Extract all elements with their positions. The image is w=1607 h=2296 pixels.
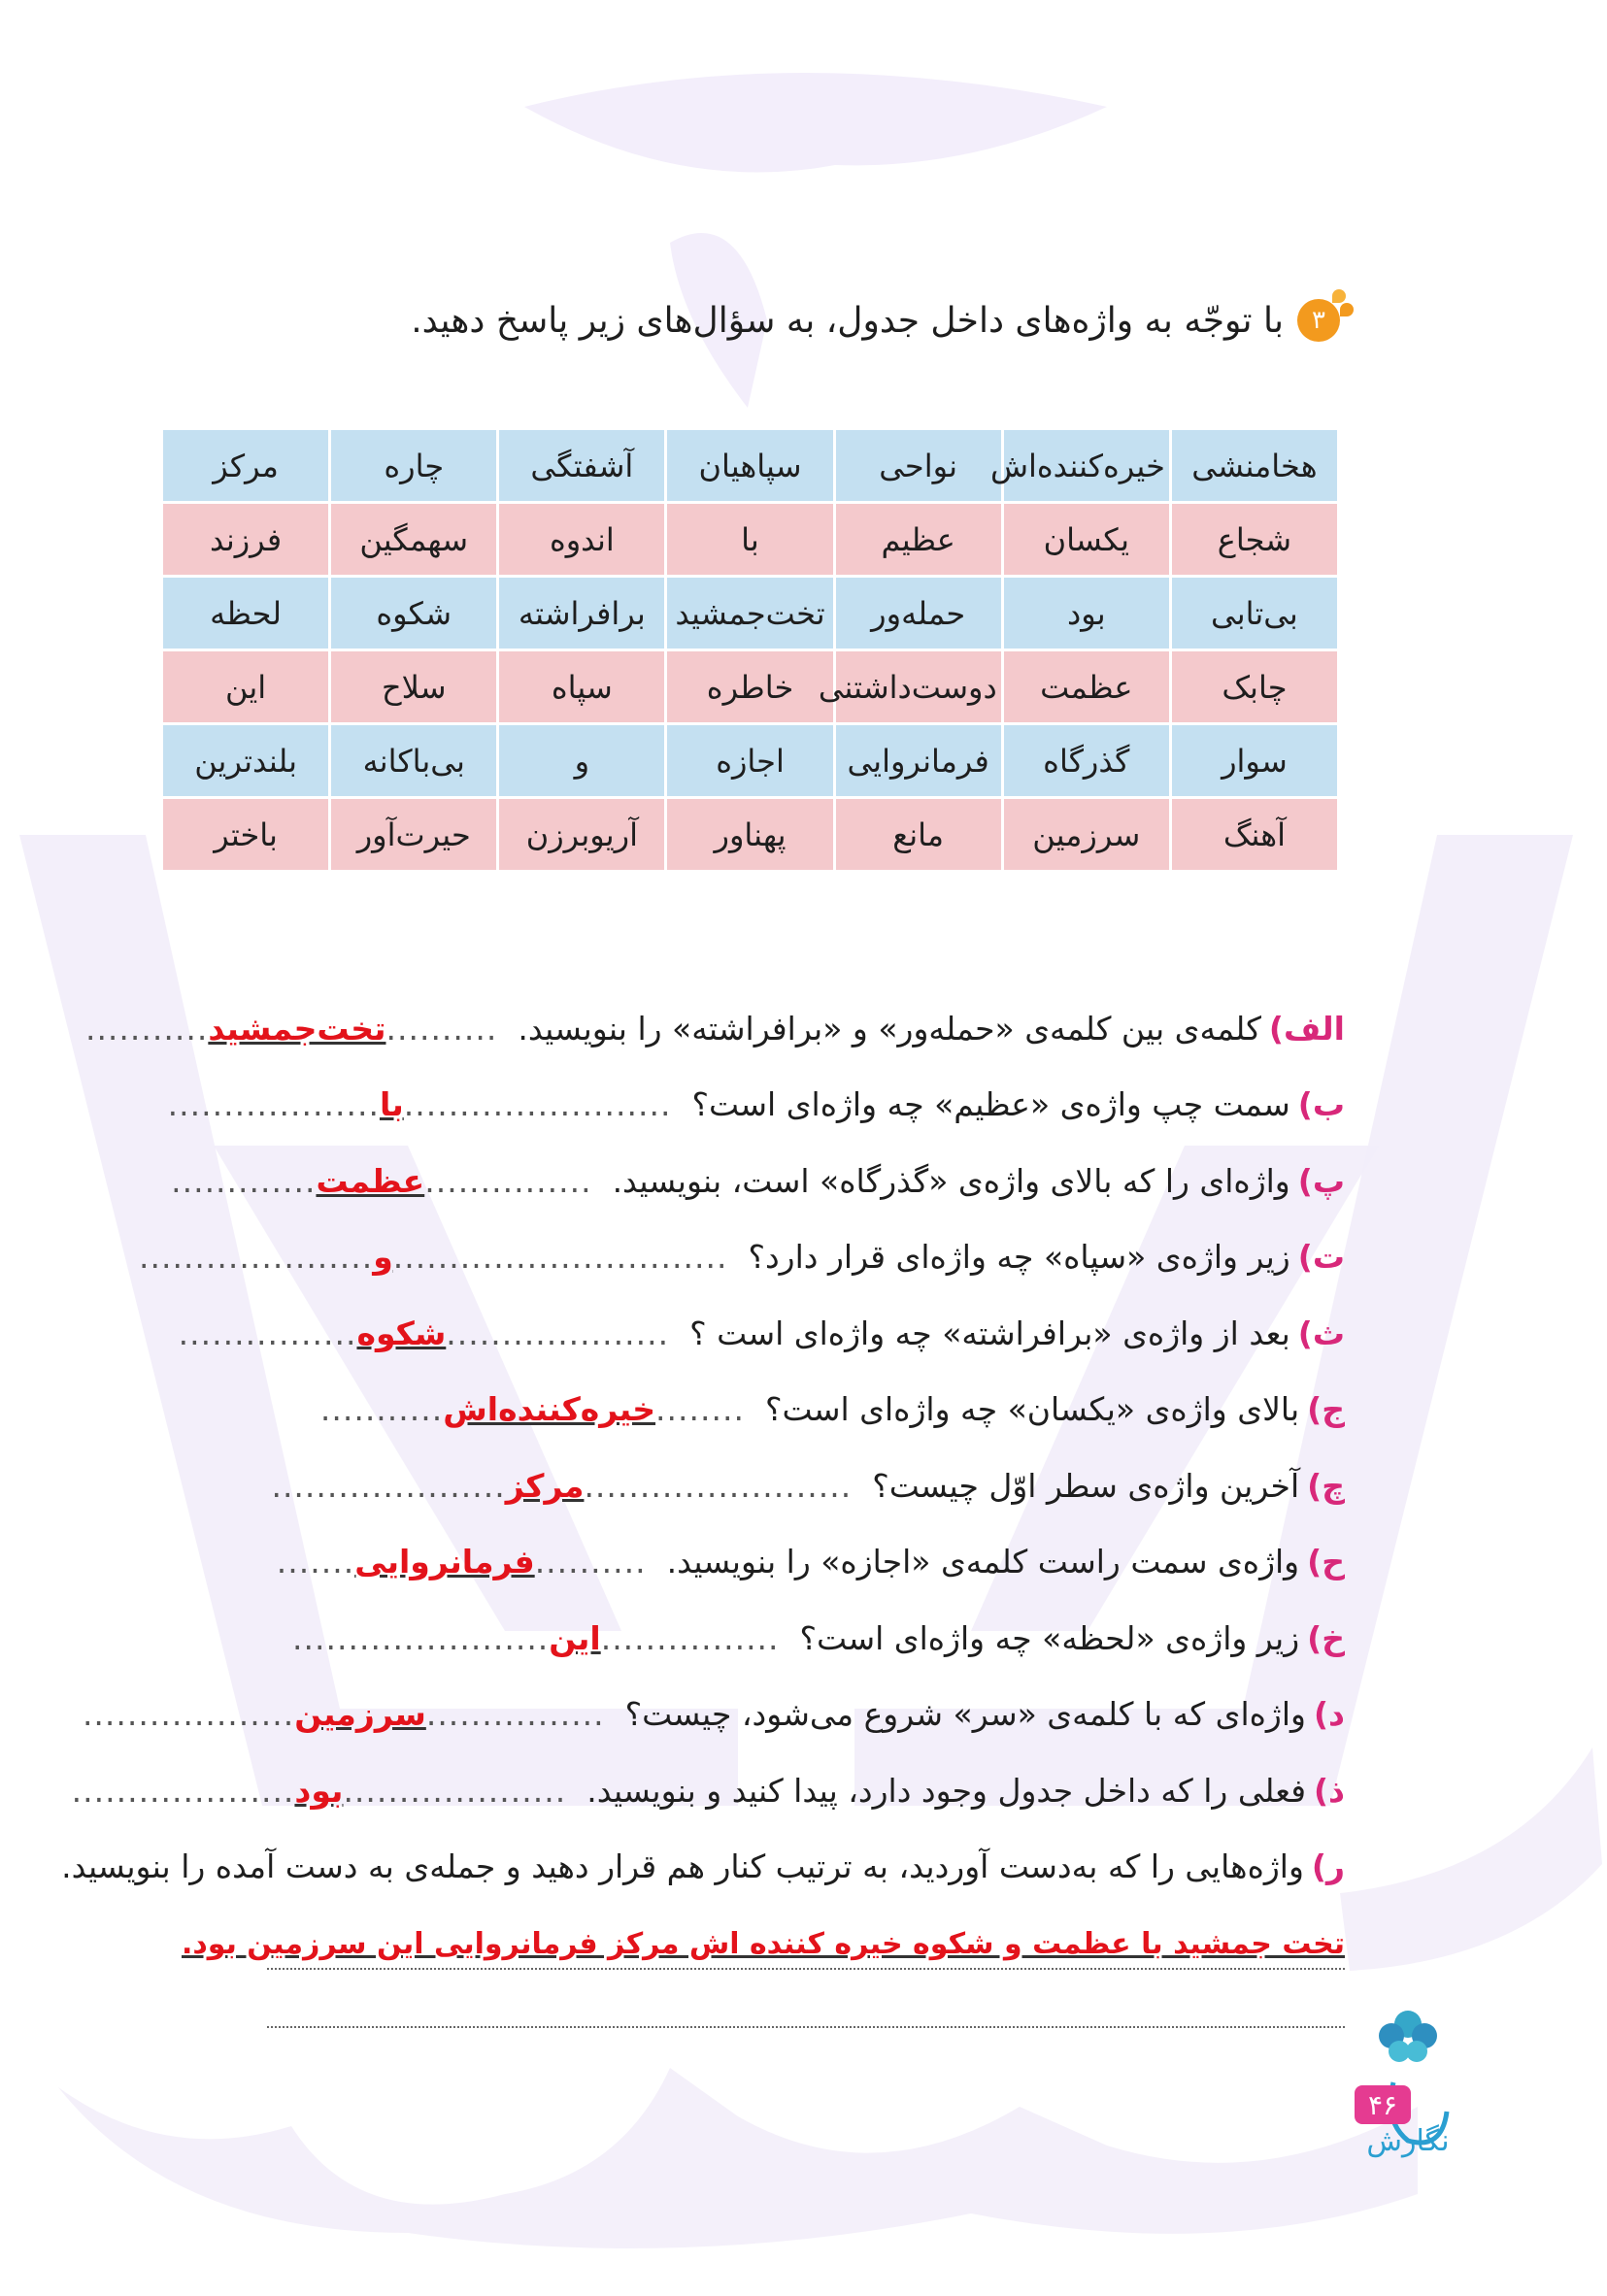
answer-dots: ..................... xyxy=(271,1466,506,1505)
table-cell: اجازه xyxy=(667,725,832,796)
answer-dots: ........... xyxy=(319,1390,444,1429)
question-text: بعد از واژه‌ی «برافراشته» چه واژه‌ای است ؟ xyxy=(689,1314,1290,1352)
table-cell: باختر xyxy=(163,799,328,870)
table-cell: سرزمین xyxy=(1004,799,1169,870)
answer-dots: ................ xyxy=(425,1695,605,1734)
table-cell: بی‌باکانه xyxy=(331,725,496,796)
table-cell: و xyxy=(499,725,664,796)
answer-dots: ............. xyxy=(171,1161,317,1200)
table-cell: بی‌تابی xyxy=(1172,578,1337,649)
question-number-badge: ۳ xyxy=(1297,299,1340,342)
answer-dots: ....................... xyxy=(292,1618,550,1657)
table-cell: آریوبرزن xyxy=(499,799,664,870)
table-row xyxy=(163,651,1337,722)
question-item xyxy=(248,1600,1345,1677)
answer-dots: ................ xyxy=(600,1618,780,1657)
answer-dots: .................... xyxy=(343,1771,567,1810)
table-cell: فرمانروایی xyxy=(836,725,1001,796)
table-cell: مرکز xyxy=(163,430,328,501)
table-cell: فرزند xyxy=(163,504,328,575)
answer-dots: .......... xyxy=(534,1543,647,1581)
leaf-icon xyxy=(1332,289,1346,303)
table-cell: دوست‌داشتنی xyxy=(836,651,1001,722)
table-cell: این xyxy=(163,651,328,722)
question-label: ج) xyxy=(1307,1390,1345,1429)
question-text: سمت چپ واژه‌ی «عظیم» چه واژه‌ای است؟ xyxy=(691,1085,1290,1124)
table-cell: مانع xyxy=(836,799,1001,870)
question-label: ب) xyxy=(1297,1085,1345,1124)
negarش-logo xyxy=(1355,1995,1461,2160)
answer-text: این xyxy=(549,1618,601,1657)
answer-text: بود xyxy=(294,1771,344,1810)
question-label: پ) xyxy=(1297,1161,1345,1200)
answer-dots: ........ xyxy=(655,1390,745,1429)
question-label: د) xyxy=(1313,1695,1345,1734)
table-cell: شجاع xyxy=(1172,504,1337,575)
blank-answer-line xyxy=(267,2024,1345,2028)
table-cell: سلاح xyxy=(331,651,496,722)
question-item xyxy=(248,1524,1345,1601)
table-cell: عظیم xyxy=(836,504,1001,575)
question-item xyxy=(71,1752,1345,1829)
answer-dots: ....... xyxy=(276,1543,355,1581)
answer-text: تخت‌جمشید xyxy=(208,1009,386,1048)
answer-dots: ................... xyxy=(167,1085,380,1124)
table-cell: تخت‌جمشید xyxy=(667,578,832,649)
answer-text: خیره‌کننده‌اش xyxy=(443,1390,656,1429)
answer-dots: .................... xyxy=(71,1771,295,1810)
table-cell: آهنگ xyxy=(1172,799,1337,870)
table-cell: هخامنشی xyxy=(1172,430,1337,501)
question-label: ر) xyxy=(1311,1847,1345,1886)
table-row xyxy=(163,725,1337,796)
table-row xyxy=(163,578,1337,649)
question-text: واژه‌ای را که بالای واژه‌ی «گذرگاه» است، بنویسید. xyxy=(612,1161,1290,1200)
table-cell: سهمگین xyxy=(331,504,496,575)
table-cell: پهناور xyxy=(667,799,832,870)
question-label: خ) xyxy=(1307,1618,1345,1657)
table-cell: سوار xyxy=(1172,725,1337,796)
question-item xyxy=(84,990,1345,1067)
table-row xyxy=(163,504,1337,575)
answer-text: مرکز xyxy=(505,1466,585,1505)
answer-dots: .................... xyxy=(446,1314,670,1352)
table-cell: یکسان xyxy=(1004,504,1169,575)
table-cell: بود xyxy=(1004,578,1169,649)
question-text: واژه‌هایی را که به‌دست آوردید، به ترتیب کنار هم قرار دهید و جمله‌ی به دست آمده را بنویسید. xyxy=(61,1847,1304,1886)
answer-text: و xyxy=(373,1238,393,1277)
table-cell: عظمت xyxy=(1004,651,1169,722)
question-item xyxy=(82,1677,1345,1753)
question-label: ذ) xyxy=(1313,1771,1345,1810)
table-cell: لحظه xyxy=(163,578,328,649)
table-cell: برافراشته xyxy=(499,578,664,649)
table-cell: شکوه xyxy=(331,578,496,649)
table-cell: اندوه xyxy=(499,504,664,575)
answer-dots: .......... xyxy=(385,1009,498,1048)
answer-text: فرمانروایی xyxy=(354,1543,535,1581)
question-text: فعلی را که داخل جدول وجود دارد، پیدا کنید و بنویسید. xyxy=(586,1771,1306,1810)
question-list xyxy=(61,990,1345,1905)
table-cell: حیرت‌آور xyxy=(331,799,496,870)
question-text: زیر واژه‌ی «لحظه» چه واژه‌ای است؟ xyxy=(799,1618,1300,1657)
flower-icon xyxy=(1379,2011,1437,2062)
question-label: چ) xyxy=(1307,1466,1345,1505)
question-item xyxy=(167,1067,1345,1144)
final-answer: تخت جمشید با عظمت و شکوه خیره کننده اش مرکز فرمانروایی این سرزمین بود. xyxy=(181,1927,1345,1961)
table-cell: آشفتگی xyxy=(499,430,664,501)
word-table xyxy=(160,427,1340,873)
table-row xyxy=(163,799,1337,870)
table-cell: با xyxy=(667,504,832,575)
table-cell: چابک xyxy=(1172,651,1337,722)
table-cell: نواحی xyxy=(836,430,1001,501)
question-item xyxy=(171,1143,1345,1219)
question-text: بالای واژه‌ی «یکسان» چه واژه‌ای است؟ xyxy=(764,1390,1300,1429)
question-item xyxy=(248,1372,1345,1448)
question-text: زیر واژه‌ی «سپاه» چه واژه‌ای قرار دارد؟ xyxy=(748,1238,1290,1277)
question-label: الف) xyxy=(1268,1009,1345,1048)
table-cell: حمله‌ور xyxy=(836,578,1001,649)
answer-dots: ........................ xyxy=(403,1085,672,1124)
answer-dots: ................ xyxy=(178,1314,357,1352)
table-cell: خیره‌کننده‌اش xyxy=(1004,430,1169,501)
question-label: ت) xyxy=(1297,1238,1345,1277)
question-item xyxy=(138,1219,1345,1296)
question-instruction: با توجّه به واژه‌های داخل جدول، به سؤال‌های زیر پاسخ دهید. xyxy=(411,300,1284,341)
answer-dots: ............... xyxy=(424,1161,592,1200)
final-answer-line xyxy=(181,1927,1345,1970)
question-text: واژه‌ی سمت راست کلمه‌ی «اجازه» را بنویسید. xyxy=(666,1543,1300,1581)
answer-dots: ..................... xyxy=(138,1238,374,1277)
table-cell: بلندترین xyxy=(163,725,328,796)
answer-dots: .............................. xyxy=(392,1238,728,1277)
table-cell: خاطره xyxy=(667,651,832,722)
leaf-icon xyxy=(1340,303,1354,316)
answer-text: سرزمین xyxy=(294,1695,426,1734)
logo-text: نگارش xyxy=(1366,2124,1450,2158)
question-item xyxy=(61,1829,1345,1906)
question-item xyxy=(248,1447,1345,1524)
question-text: واژه‌ای که با کلمه‌ی «سر» شروع می‌شود، چیست؟ xyxy=(624,1695,1306,1734)
question-label: ح) xyxy=(1307,1543,1345,1581)
table-cell: سپاهیان xyxy=(667,430,832,501)
table-row xyxy=(163,430,1337,501)
table-cell: گذرگاه xyxy=(1004,725,1169,796)
answer-text: شکوه xyxy=(356,1314,447,1352)
answer-dots: ........... xyxy=(84,1009,209,1048)
page-number: ۴۶ xyxy=(1355,2085,1411,2124)
question-header xyxy=(411,299,1340,342)
table-cell: چاره xyxy=(331,430,496,501)
question-item xyxy=(178,1295,1345,1372)
question-text: آخرین واژه‌ی سطر اوّل چیست؟ xyxy=(872,1466,1300,1505)
answer-text: با xyxy=(379,1085,404,1124)
table-cell: سپاه xyxy=(499,651,664,722)
question-text: کلمه‌ی بین کلمه‌ی «حمله‌ور» و «برافراشته» را بنویسید. xyxy=(518,1009,1261,1048)
question-label: ث) xyxy=(1297,1314,1345,1352)
answer-dots: ................... xyxy=(82,1695,295,1734)
answer-dots: ........................ xyxy=(584,1466,853,1505)
answer-text: عظمت xyxy=(316,1161,425,1200)
